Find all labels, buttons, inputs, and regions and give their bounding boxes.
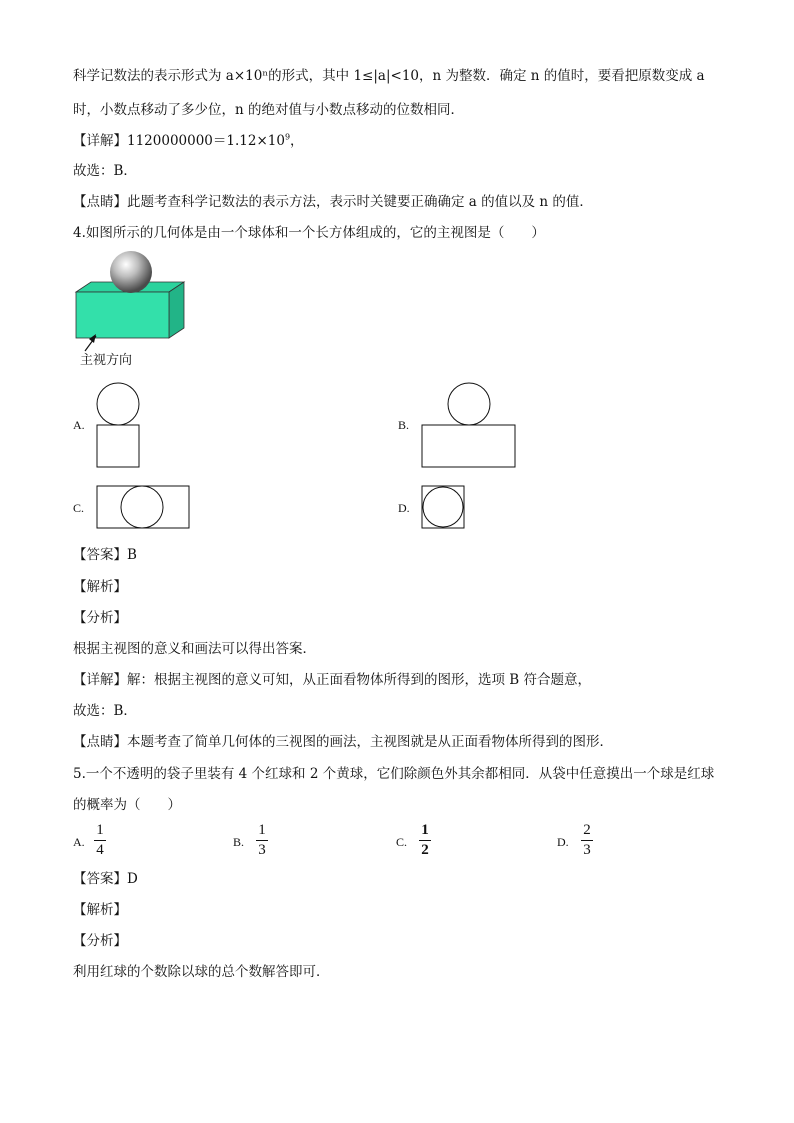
answer-value: B (127, 547, 137, 563)
detail-text-end: ， (290, 133, 304, 149)
q5-option-c-label: C. (396, 835, 408, 849)
view-direction-caption: 主视方向 (80, 353, 133, 368)
denominator: 3 (583, 842, 591, 858)
text-line: 时，小数点移动了多少位，n 的绝对值与小数点移动的位数相同． (73, 102, 464, 118)
question-5-stem-cont: 的概率为（ ） (73, 797, 181, 813)
detail-tag: 【详解】 (73, 672, 127, 688)
option-b-label: B. (398, 418, 410, 432)
option-d-figure (420, 484, 468, 532)
circle-shape (121, 486, 163, 528)
denominator: 2 (421, 842, 429, 858)
analysis-heading: 【解析】 (73, 579, 127, 595)
remark-tag: 【点睛】 (73, 194, 127, 210)
remark-text: 此题考查科学记数法的表示方法，表示时关键要正确确定 a 的值以及 n 的值． (127, 194, 593, 210)
analysis-text: 利用红球的个数除以球的总个数解答即可． (73, 964, 330, 980)
circle-shape (423, 487, 463, 527)
box-side-face (169, 282, 184, 338)
answer-tag: 【答案】 (73, 871, 127, 887)
q5-option-d-fraction (581, 822, 593, 859)
remark-tag: 【点睛】 (73, 734, 127, 750)
option-c-figure (95, 484, 195, 532)
square-shape (97, 425, 139, 467)
q5-option-b-label: B. (233, 835, 245, 849)
q5-option-a-fraction (94, 822, 106, 859)
denominator: 3 (258, 842, 266, 858)
numerator: 1 (96, 822, 104, 838)
answer-value: D (127, 871, 138, 887)
rectangle-shape (97, 486, 189, 528)
question-5-stem: 5.一个不透明的袋子里装有 4 个红球和 2 个黄球，它们除颜色外其余都相同．从袋中任意摸出一个球是红球 (73, 766, 715, 782)
remark-text: 本题考查了简单几何体的三视图的画法，主视图就是从正面看物体所得到的图形． (127, 734, 613, 750)
q5-option-a-label: A. (73, 835, 85, 849)
answer-line (73, 546, 137, 564)
numerator: 2 (583, 822, 591, 838)
detail-line (73, 132, 304, 150)
remark-line (73, 733, 613, 751)
answer-tag: 【答案】 (73, 547, 127, 563)
numerator: 1 (421, 822, 429, 838)
denominator: 4 (96, 842, 104, 858)
choice-line: 故选：B． (73, 163, 137, 179)
circle-shape (448, 383, 490, 425)
circle-shape (97, 383, 139, 425)
remark-line (73, 193, 593, 211)
option-b-figure (420, 382, 520, 470)
text-line: 科学记数法的表示形式为 a×10ⁿ的形式，其中 1≤|a|<10，n 为整数．确定 n 的值时，要看把原数变成 a (73, 68, 705, 84)
detail-tag: 【详解】 (73, 133, 127, 149)
choice-line: 故选：B． (73, 703, 137, 719)
answer-line (73, 870, 138, 888)
rectangle-shape (422, 425, 515, 467)
numerator: 1 (258, 822, 266, 838)
question-4-stem: 4.如图所示的几何体是由一个球体和一个长方体组成的，它的主视图是（ ） (73, 225, 545, 241)
q5-option-c-fraction (419, 822, 431, 859)
exponent: 9 (284, 132, 291, 142)
analysis-heading: 【解析】 (73, 902, 127, 918)
square-shape (422, 486, 464, 528)
option-a-label: A. (73, 418, 85, 432)
detail-line (73, 671, 591, 689)
analysis-subheading: 【分析】 (73, 610, 127, 626)
q5-option-b-fraction (256, 822, 268, 859)
analysis-text: 根据主视图的意义和画法可以得出答案． (73, 641, 316, 657)
box-front-face (76, 292, 169, 338)
detail-text: 1120000000＝1.12×10 (127, 133, 285, 149)
analysis-subheading: 【分析】 (73, 933, 127, 949)
sphere (110, 251, 152, 293)
option-c-label: C. (73, 501, 85, 515)
detail-text: 解：根据主视图的意义可知，从正面看物体所得到的图形，选项 B 符合题意， (127, 672, 592, 688)
option-d-label: D. (398, 501, 410, 515)
option-a-figure (95, 382, 143, 470)
q5-option-d-label: D. (557, 835, 569, 849)
